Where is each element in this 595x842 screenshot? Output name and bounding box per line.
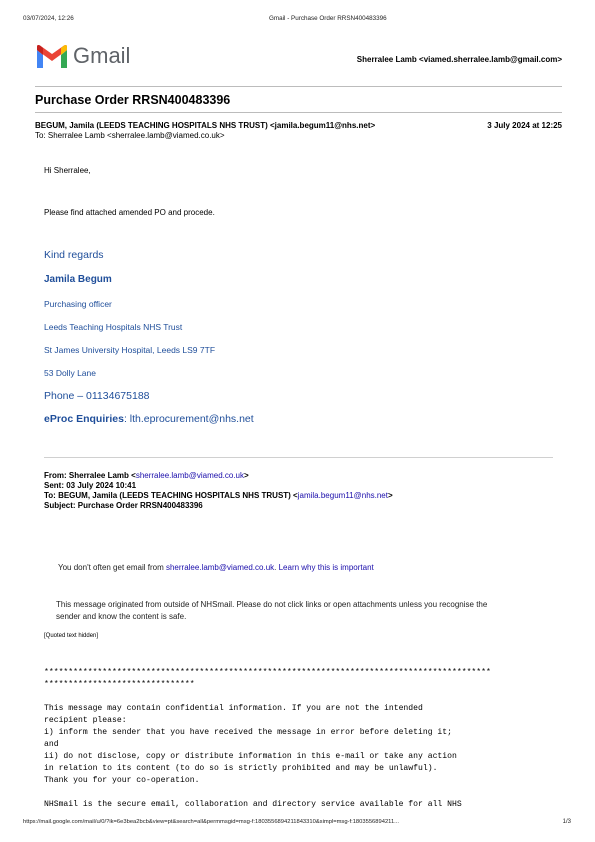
learn-why-link[interactable]: Learn why this is important <box>278 563 374 572</box>
quoted-to-email[interactable]: jamila.begum11@nhs.net <box>297 491 388 500</box>
sig-title: Purchasing officer <box>44 299 112 309</box>
disclaimer-line: ii) do not disclose, copy or distribute information in this e-mail or take any action <box>44 752 457 761</box>
greeting: Hi Sherralee, <box>44 166 91 175</box>
quoted-sent: Sent: 03 July 2024 10:41 <box>44 481 137 490</box>
disclaimer-line: and <box>44 740 59 749</box>
gmail-wordmark: Gmail <box>73 43 131 68</box>
warning-email-link[interactable]: sherralee.lamb@viamed.co.uk <box>165 563 275 572</box>
message-date: 3 July 2024 at 12:25 <box>487 121 562 130</box>
print-page-number: 1/3 <box>562 819 571 825</box>
disclaimer-line: recipient please: <box>44 716 127 725</box>
gmail-logo-icon <box>35 44 69 70</box>
divider <box>35 112 562 113</box>
recipient: To: Sherralee Lamb <sherralee.lamb@viamed.co.uk> <box>35 131 225 140</box>
nhsmail-line: NHSmail is the secure email, collaboration and directory service available for all NHS <box>44 800 462 809</box>
sig-address: St James University Hospital, Leeds LS9 7TF <box>44 345 216 355</box>
account-identity: Sherralee Lamb <viamed.sherralee.lamb@gmail.com> <box>356 55 562 64</box>
disclaimer-line: in relation to its content (to do so is strictly prohibited and may be unlawful). <box>44 764 438 773</box>
quoted-from-email[interactable]: sherralee.lamb@viamed.co.uk <box>135 471 244 480</box>
sig-name: Jamila Begum <box>44 274 112 285</box>
sig-eproc <box>44 413 254 425</box>
sender[interactable]: BEGUM, Jamila (LEEDS TEACHING HOSPITALS NHS TRUST) <jamila.begum11@nhs.net> <box>35 121 376 130</box>
message-subject: Purchase Order RRSN400483396 <box>35 93 231 107</box>
print-tab-title: Gmail - Purchase Order RRSN400483396 <box>269 15 387 22</box>
sig-kind-regards: Kind regards <box>44 249 104 261</box>
disclaimer-line: i) inform the sender that you have received the message in error before deleting it; <box>44 728 452 737</box>
external-warning-line2: sender and know the content is safe. <box>56 612 187 621</box>
quoted-subject: Subject: Purchase Order RRSN400483396 <box>44 501 203 510</box>
quoted-from: From: Sherralee Lamb <sherralee.lamb@viamed.co.uk> <box>44 471 249 480</box>
sig-org: Leeds Teaching Hospitals NHS Trust <box>44 322 183 332</box>
quoted-to: To: BEGUM, Jamila (LEEDS TEACHING HOSPITALS NHS TRUST) <jamila.begum11@nhs.net> <box>44 491 393 500</box>
quote-divider <box>44 457 553 458</box>
external-warning-line1: This message originated from outside of NHSmail. Please do not click links or open attachments unless you recognise the <box>56 600 488 609</box>
disclaimer-stars-1: ******************************************************************************************** <box>44 668 491 677</box>
disclaimer-line: This message may contain confidential information. If you are not the intended <box>44 704 423 713</box>
sig-eproc-email[interactable]: : lth.eprocurement@nhs.net <box>123 413 254 425</box>
sender-warning: You don't often get email from sherralee.lamb@viamed.co.uk. Learn why this is important <box>58 563 374 572</box>
print-datetime: 03/07/2024, 12:26 <box>23 15 74 22</box>
quoted-text-hidden[interactable]: [Quoted text hidden] <box>44 633 99 639</box>
sig-street: 53 Dolly Lane <box>44 368 96 378</box>
sig-phone: Phone – 01134675188 <box>44 390 150 402</box>
divider <box>35 86 562 87</box>
print-footer-url: https://mail.google.com/mail/u/0/?ik=6e3bea2bcb&view=pt&search=all&permmsgid=msg-f:1803556894211843310&simpl=msg-f:1803556894211... <box>23 819 400 825</box>
sig-eproc-label: eProc Enquiries <box>44 413 124 425</box>
disclaimer-stars-2: ******************************* <box>44 680 195 689</box>
message-body: Please find attached amended PO and procede. <box>44 208 215 217</box>
disclaimer-line: Thank you for your co-operation. <box>44 776 200 785</box>
